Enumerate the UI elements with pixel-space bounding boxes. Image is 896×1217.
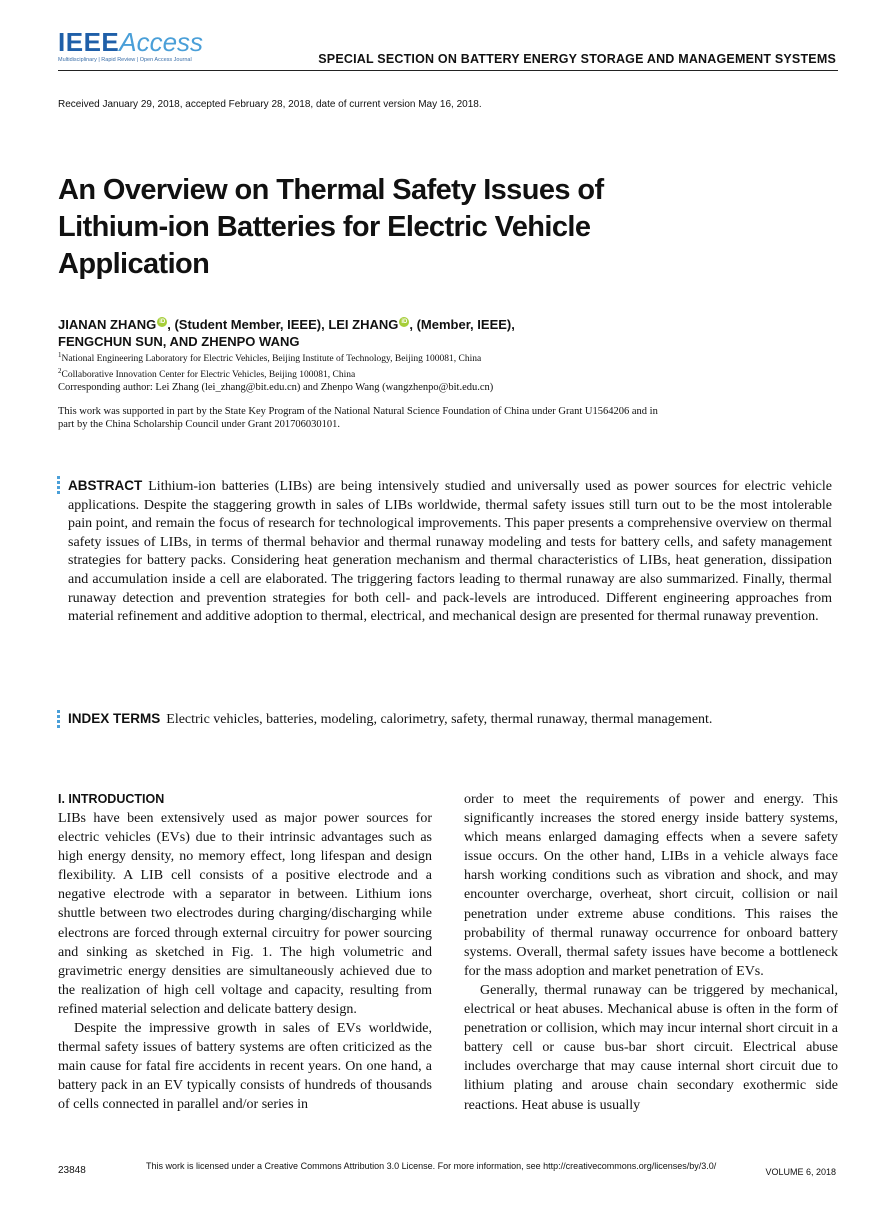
ieee-access-logo — [58, 27, 203, 58]
logo-access-text: Access — [119, 27, 204, 57]
affiliations — [58, 350, 481, 381]
header-divider — [58, 70, 838, 71]
abstract-marker — [57, 476, 60, 496]
author-role: , (Member, IEEE), — [409, 317, 515, 332]
volume-info: VOLUME 6, 2018 — [765, 1167, 836, 1177]
paragraph: Generally, thermal runaway can be triggered by mechanical, electrical or heat abuses. Mechanical abuse is often in the form of penetration or collision, which may incur internal short circuit in a battery cell or cause bus-bar short circuit. Electrical abuse includes overcharge that may cause internal short circuit due to lithium plating and arouse chain secondary exothermic side reactions. Heat abuse is usually — [464, 982, 838, 1113]
index-terms — [68, 710, 832, 730]
section-heading-introduction: I. INTRODUCTION — [58, 792, 165, 806]
orcid-icon[interactable]: iD — [159, 319, 166, 325]
paragraph: Despite the impressive growth in sales of EVs worldwide, thermal safety issues of battery systems are often criticized as the main cause for fatal fire accidents in recent years. On one hand, a battery pack in an EV typically consists of hundreds of thousands of cells connected in parallel and/or series in — [58, 1021, 432, 1113]
paper-title: An Overview on Thermal Safety Issues of Lithium-ion Batteries for Electric Vehicle Application — [58, 174, 604, 280]
author-name: FENGCHUN SUN — [58, 334, 163, 349]
license-notice[interactable]: This work is licensed under a Creative Commons Attribution 3.0 License. For more information, see http://creativecommons.org/licenses/by/3.0/ — [146, 1161, 717, 1171]
abstract — [68, 477, 832, 627]
abstract-text: Lithium-ion batteries (LIBs) are being intensively studied and universally used as power sources for electric vehicle applications. Despite the staggering growth in sales of LIBs worldwide, thermal safety issues still turn out to be the most intolerable pain point, and remain the focus of research for technological improvements. This paper presents a comprehensive overview on thermal safety issues of LIBs, in terms of thermal behavior and thermal runaway modeling and tests for battery cells, and safety management strategies for battery packs. Considering heat generation mechanism and thermal characteristics of LIBs, heat generation, dissipation and accumulation inside a cell are elaborated. The triggering factors leading to thermal runaway are also summarized. Finally, thermal runaway detection and prevention strategies for both cell- and pack-levels are introduced. Different engineering approaches from material refinement and additive adoption to thermal, electrical, and mechanical design are presented for thermal runaway prevention. — [68, 479, 832, 625]
affiliation-1: $^1$National Engineering Laboratory for Electric Vehicles, Beijing Institute of Technology, Beijing 100081, China — [58, 351, 482, 365]
section-title: SPECIAL SECTION ON BATTERY ENERGY STORAGE AND MANAGEMENT SYSTEMS — [318, 52, 836, 66]
abstract-label: ABSTRACT — [68, 478, 143, 493]
body-column-right — [464, 790, 838, 1115]
orcid-icon[interactable]: iD — [401, 319, 408, 325]
author-list — [58, 316, 658, 350]
logo-tagline: Multidisciplinary | Rapid Review | Open Access Journal — [58, 57, 192, 63]
affiliation-2: $^2$Collaborative Innovation Center for Electric Vehicles, Beijing 100081, China — [58, 366, 356, 380]
index-terms-text: Electric vehicles, batteries, modeling, calorimetry, safety, thermal runaway, thermal management. — [166, 712, 713, 727]
funding-note: This work was supported in part by the State Key Program of the National Natural Science Foundation of China under Grant U1564206 and in part by the China Scholarship Council under Grant 201706030101. — [58, 406, 658, 430]
corresponding-author: Corresponding author: Lei Zhang (lei_zhang@bit.edu.cn) and Zhenpo Wang (wangzhenpo@bit.edu.cn) — [58, 382, 494, 393]
logo-ieee-text: IEEE — [58, 27, 120, 57]
author-role: , (Student Member, IEEE), — [167, 317, 329, 332]
paragraph: LIBs have been extensively used as major power sources for electric vehicles (EVs) due to their intrinsic advantages such as high energy density, no memory effect, long lifespan and design flexibility. A LIB cell consists of a positive electrode and a negative electrode with a separator in between. Lithium ions shuttle between two electrodes during charging/discharging while electrons are forced through external circuitry for power sourcing and sinking as sketched in Fig. 1. The high volumetric and gravimetric energy densities are simultaneously achieved due to the realization of high cell voltage and capacity, resulting from refined material selection and delicate battery design. — [58, 811, 432, 1017]
author-name: JIANAN ZHANG — [58, 317, 157, 332]
body-column-left — [58, 809, 432, 1115]
paragraph: order to meet the requirements of power and energy. This significantly increases the stored energy inside battery systems, which means enlarged damaging effects when a severe safety issue occurs. On the other hand, LIBs in a vehicle always face harsh working conditions such as vibration and shock, and may encounter overcharge, overheat, short circuit, collision or nail penetration under extreme abuse conditions. This raises the probability of thermal runaway occurrence for onboard battery systems. Overall, thermal safety issues have become a bottleneck for the mass adoption and market penetration of EVs. — [464, 792, 838, 979]
index-terms-marker — [57, 710, 60, 730]
author-name: LEI ZHANG — [328, 317, 399, 332]
index-terms-label: INDEX TERMS — [68, 711, 161, 726]
received-dates: Received January 29, 2018, accepted February 28, 2018, date of current version May 16, 2018. — [58, 99, 482, 110]
author-name: , AND ZHENPO WANG — [162, 334, 300, 349]
page-number: 23848 — [58, 1165, 86, 1176]
